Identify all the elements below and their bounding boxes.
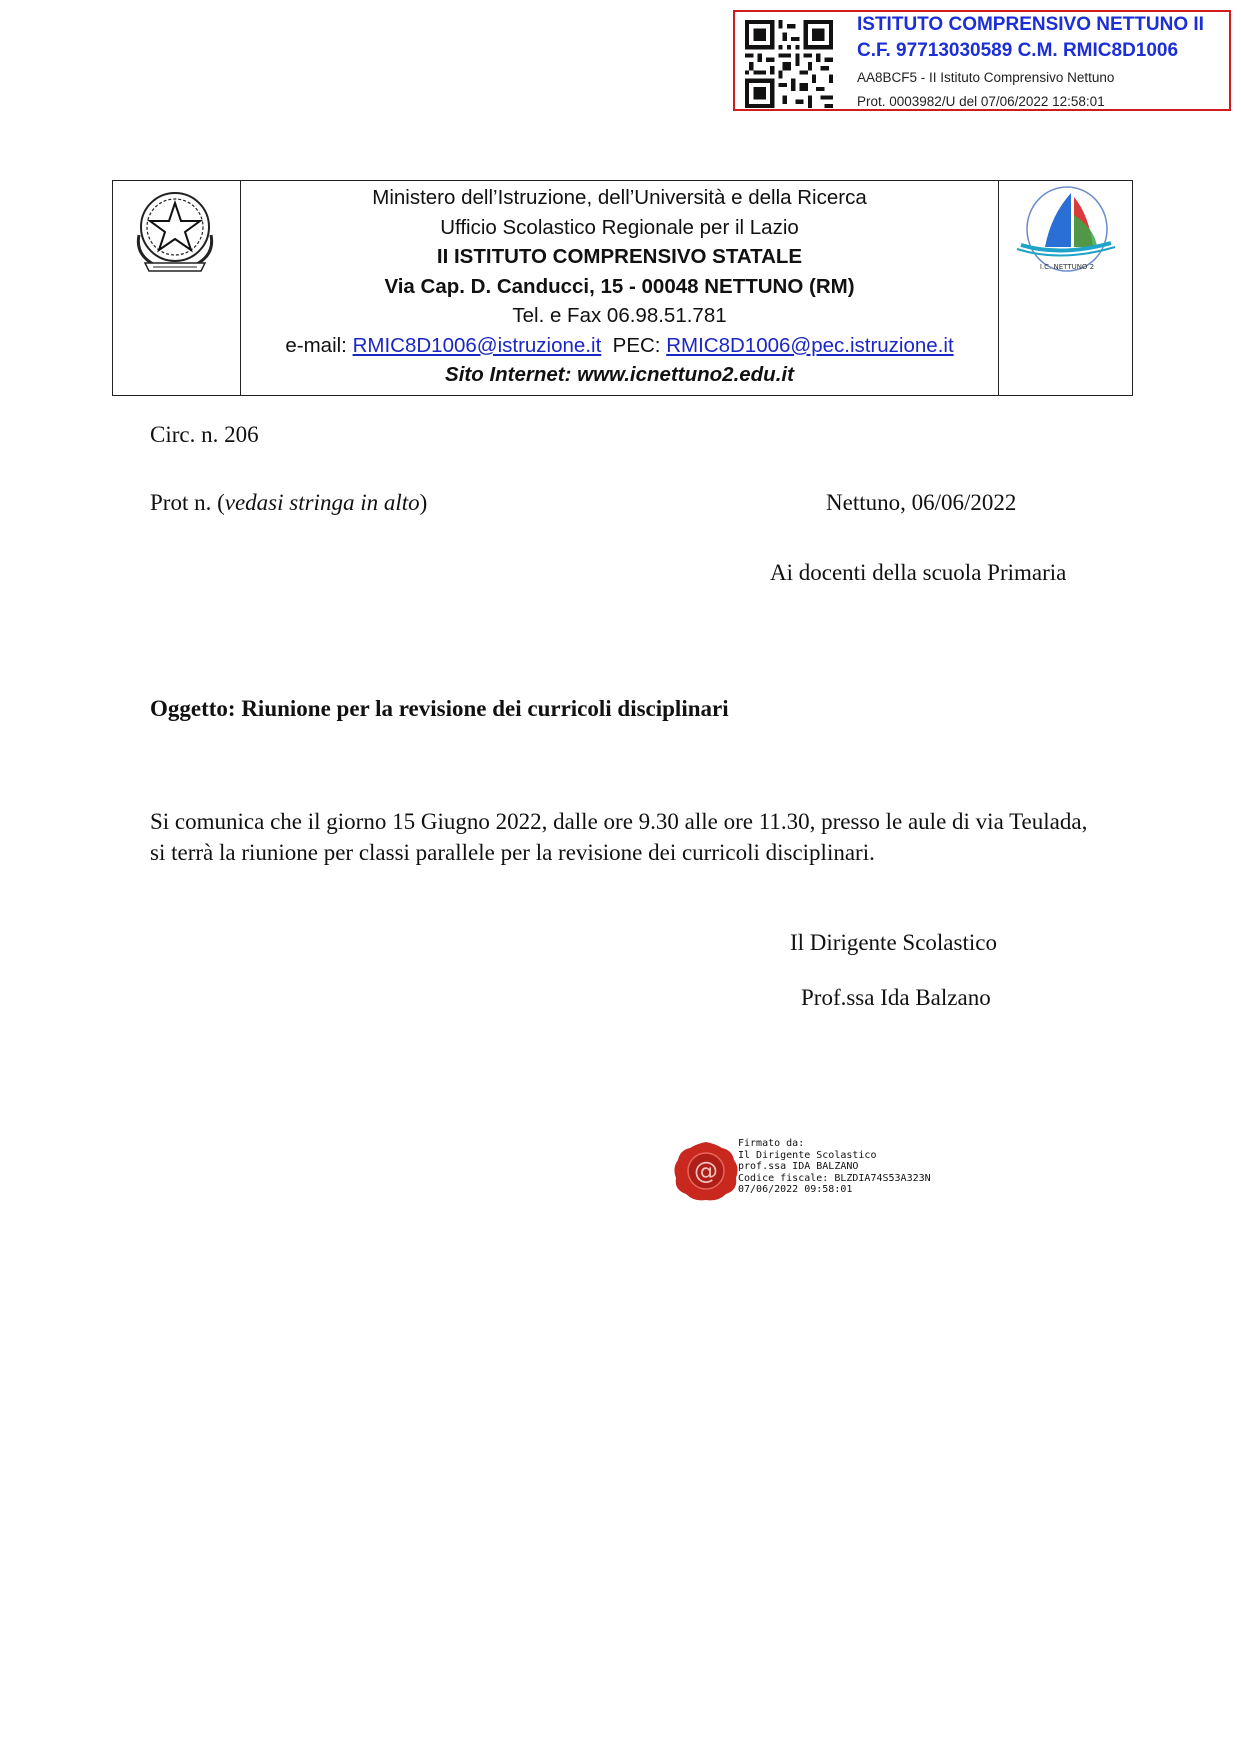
protocol-reference bbox=[150, 490, 427, 516]
school-address: Via Cap. D. Canducci, 15 - 00048 NETTUNO (RM) bbox=[384, 274, 855, 298]
sig-line-1: Firmato da: bbox=[738, 1138, 805, 1149]
stamp-protocol: Prot. 0003982/U del 07/06/2022 12:58:01 bbox=[857, 94, 1105, 109]
subject-line: Oggetto: Riunione per la revisione dei curricoli disciplinari bbox=[150, 696, 729, 721]
pec-link[interactable]: RMIC8D1006@pec.istruzione.it bbox=[666, 333, 954, 357]
recipients: Ai docenti della scuola Primaria bbox=[770, 560, 1067, 585]
protocol-note: vedasi stringa in alto bbox=[224, 490, 420, 515]
school-sailboat-logo-icon bbox=[1011, 185, 1119, 275]
circular-number: Circ. n. 206 bbox=[150, 422, 259, 447]
letterhead bbox=[112, 180, 1133, 396]
qr-code-icon bbox=[745, 20, 833, 108]
protocol-suffix: ) bbox=[419, 490, 428, 515]
school-name: II ISTITUTO COMPRENSIVO STATALE bbox=[436, 245, 803, 268]
protocol-stamp bbox=[733, 10, 1231, 111]
pec-label: PEC: bbox=[601, 333, 667, 357]
signature-name: Prof.ssa Ida Balzano bbox=[801, 985, 991, 1010]
protocol-prefix: Prot n. ( bbox=[150, 490, 225, 515]
email-label: e-mail: bbox=[285, 333, 353, 357]
contact-line bbox=[241, 331, 998, 361]
sig-line-4: Codice fiscale: BLZDIA74S53A323N bbox=[738, 1172, 931, 1184]
svg-text:@: @ bbox=[694, 1157, 718, 1185]
wax-seal-at-icon bbox=[672, 1140, 740, 1202]
school-phone: Tel. e Fax 06.98.51.781 bbox=[512, 304, 727, 327]
body-paragraph: Si comunica che il giorno 15 Giugno 2022, dalle ore 9.30 alle ore 11.30, presso le aule di via Teulada, si terrà la riunione per classi parallele per la revisione dei curricoli disciplinari. bbox=[150, 809, 1088, 865]
school-logo-text: I.C. NETTUNO 2 bbox=[1039, 263, 1095, 271]
ministry-name: Ministero dell’Istruzione, dell’Università e della Ricerca bbox=[372, 186, 867, 209]
letterhead-right-cell bbox=[999, 181, 1132, 395]
stamp-aoo: AA8BCF5 - II Istituto Comprensivo Nettuno bbox=[857, 70, 1115, 85]
digital-signature-info bbox=[738, 1138, 931, 1196]
school-website: Sito Internet: www.icnettuno2.edu.it bbox=[445, 363, 794, 386]
italian-republic-emblem-icon bbox=[125, 185, 225, 275]
stamp-codes: C.F. 97713030589 C.M. RMIC8D1006 bbox=[857, 40, 1179, 61]
sig-line-5: 07/06/2022 09:58:01 bbox=[738, 1184, 853, 1195]
regional-office: Ufficio Scolastico Regionale per il Lazio bbox=[440, 215, 799, 239]
letterhead-text bbox=[241, 181, 999, 395]
place-date: Nettuno, 06/06/2022 bbox=[826, 490, 1017, 515]
stamp-institute: ISTITUTO COMPRENSIVO NETTUNO II bbox=[857, 14, 1204, 35]
signature-title: Il Dirigente Scolastico bbox=[790, 930, 997, 955]
sig-line-3: prof.ssa IDA BALZANO bbox=[738, 1161, 859, 1172]
email-link[interactable]: RMIC8D1006@istruzione.it bbox=[352, 333, 602, 357]
letterhead-left-cell bbox=[113, 181, 241, 395]
sig-line-2: Il Dirigente Scolastico bbox=[738, 1149, 877, 1161]
